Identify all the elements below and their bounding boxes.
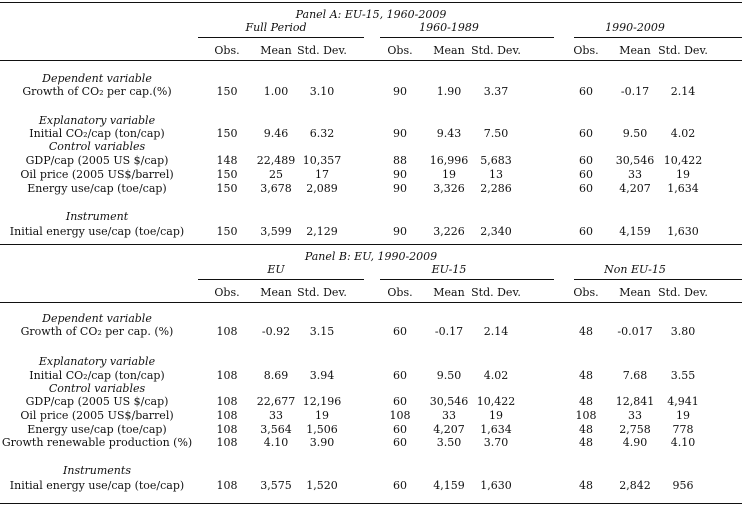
panel-b-cell: 108 [216, 423, 238, 436]
panel-a-cell: 90 [393, 182, 407, 195]
panel-a-cell: 150 [216, 85, 238, 98]
panel-b-cell: 7.68 [622, 369, 648, 382]
panel-b-row-label: GDP/cap (2005 US $/cap) [25, 395, 169, 408]
panel-b-cell: 48 [579, 325, 593, 338]
panel-a-row-label: Growth of CO₂ per cap.(%) [22, 85, 172, 98]
panel-a-cell: 19 [442, 168, 456, 181]
panel-b-section-label: Explanatory variable [38, 355, 156, 368]
panel-a-cell: 1,630 [667, 225, 699, 238]
panel-b-cell: 1,506 [306, 423, 338, 436]
panel-a-cell: 22,489 [256, 154, 296, 167]
panel-b-cell: 12,841 [615, 395, 655, 408]
panel-b-cell: 108 [216, 409, 238, 422]
panel-a-cell: 90 [393, 85, 407, 98]
panel-a-cell: 150 [216, 168, 238, 181]
panel-b-column-header: Obs. [387, 286, 413, 299]
panel-b-cell: 33 [442, 409, 456, 422]
panel-b-row-label: Energy use/cap (toe/cap) [27, 423, 167, 436]
panel-a-section-label: Control variables [48, 140, 146, 153]
panel-b-cell: 9.50 [436, 369, 462, 382]
panel-a-row-label: Oil price (2005 US$/barrel) [20, 168, 174, 181]
panel-a-cell: 1.90 [436, 85, 462, 98]
panel-b-section-label: Instruments [63, 464, 131, 477]
panel-b-column-header: Std. Dev. [471, 286, 521, 299]
panel-a-column-header: Mean [433, 44, 465, 57]
panel-b-column-header: Mean [260, 286, 292, 299]
panel-b-row-label: Oil price (2005 US$/barrel) [20, 409, 174, 422]
panel-a-cell: 7.50 [483, 127, 509, 140]
panel-b-cell: 22,677 [256, 395, 296, 408]
panel-a-cell: 2,129 [306, 225, 338, 238]
panel-a-group-header: Full Period [245, 21, 307, 34]
panel-b-group-header: Non EU-15 [604, 263, 666, 276]
panel-a-cell: 25 [269, 168, 283, 181]
panel-a-cell: 5,683 [480, 154, 512, 167]
panel-b-cell: 10,422 [476, 395, 516, 408]
panel-a-cell: 10,422 [663, 154, 703, 167]
panel-b-cell: 48 [579, 423, 593, 436]
panel-a-cell: 88 [393, 154, 407, 167]
panel-b-cell: 60 [393, 423, 407, 436]
panel-a-group-header: 1960-1989 [419, 21, 479, 34]
panel-b-cell: 3,564 [260, 423, 292, 436]
panel-a-cell: 3.37 [483, 85, 509, 98]
panel-a-group-underline [380, 37, 554, 38]
panel-a-cell: 3,326 [433, 182, 465, 195]
panel-a-cell: 3.10 [309, 85, 335, 98]
panel-b-column-header: Std. Dev. [297, 286, 347, 299]
panel-b-cell: 956 [672, 479, 694, 492]
panel-a-group-underline [198, 37, 364, 38]
panel-b-cell: 8.69 [263, 369, 289, 382]
panel-a-column-header: Std. Dev. [658, 44, 708, 57]
panel-b-column-header: Mean [433, 286, 465, 299]
panel-a-cell: 60 [579, 182, 593, 195]
panel-b-cell: 48 [579, 436, 593, 449]
panel-a-section-label: Instrument [65, 210, 129, 223]
panel-b-cell: 3.80 [670, 325, 696, 338]
panel-a-row-label: Initial CO₂/cap (ton/cap) [29, 127, 165, 140]
panel-a-cell: 60 [579, 127, 593, 140]
panel-a-title: Panel A: EU-15, 1960-2009 [295, 8, 447, 21]
panel-b-cell: 19 [676, 409, 690, 422]
panel-b-cell: 19 [489, 409, 503, 422]
panel-a-cell: 19 [676, 168, 690, 181]
panel-a-cell: 2,340 [480, 225, 512, 238]
panel-a-cell: 60 [579, 154, 593, 167]
panel-a-cell: 9.46 [263, 127, 289, 140]
panel-a-cell: 150 [216, 127, 238, 140]
panel-a-cell: 10,357 [302, 154, 342, 167]
panel-b-cell: 3.70 [483, 436, 509, 449]
panel-a-cell: 6.32 [309, 127, 335, 140]
panel-b-group-underline [380, 279, 554, 280]
panel-a-group-underline [574, 37, 742, 38]
panel-a-row-label: Initial energy use/cap (toe/cap) [9, 225, 185, 238]
panel-b-group-header: EU [267, 263, 285, 276]
panel-a-cell: 90 [393, 127, 407, 140]
panel-a-cell: 2,286 [480, 182, 512, 195]
panel-b-cell: 108 [216, 479, 238, 492]
panel-b-column-header: Mean [619, 286, 651, 299]
panel-a-cell: 3,226 [433, 225, 465, 238]
panel-b-cell: 2,842 [619, 479, 651, 492]
panel-b-cell: 108 [389, 409, 411, 422]
panel-b-cell: 60 [393, 395, 407, 408]
panel-b-cell: 4,207 [433, 423, 465, 436]
panel-b-row-label: Growth of CO₂ per cap. (%) [20, 325, 174, 338]
panel-a-cell: 9.43 [436, 127, 462, 140]
panel-b-cell: 108 [216, 395, 238, 408]
panel-b-cell: 33 [269, 409, 283, 422]
panel-b-column-header: Obs. [573, 286, 599, 299]
panel-a-section-label: Explanatory variable [38, 114, 156, 127]
panel-b-cell: -0.92 [261, 325, 291, 338]
panel-b-cell: 3.50 [436, 436, 462, 449]
panel-a-column-header: Std. Dev. [471, 44, 521, 57]
panel-b-section-label: Control variables [48, 382, 146, 395]
panel-a-row-label: GDP/cap (2005 US $/cap) [25, 154, 169, 167]
panel-a-cell: 150 [216, 182, 238, 195]
panel-b-cell: 3,575 [260, 479, 292, 492]
panel-a-cell: 33 [628, 168, 642, 181]
panel-a-cell: 1.00 [263, 85, 289, 98]
panel-b-cell: 2.14 [483, 325, 509, 338]
panel-a-column-header: Std. Dev. [297, 44, 347, 57]
panel-b-header-rule [0, 302, 742, 303]
panel-b-cell: -0.17 [434, 325, 464, 338]
panel-a-cell: 17 [315, 168, 329, 181]
panel-b-cell: 108 [575, 409, 597, 422]
panel-a-cell: 4,159 [619, 225, 651, 238]
panel-b-row-label: Initial CO₂/cap (ton/cap) [29, 369, 165, 382]
panel-a-cell: 9.50 [622, 127, 648, 140]
panel-a-cell: 3,599 [260, 225, 292, 238]
panel-b-cell: 4,941 [667, 395, 699, 408]
panel-a-column-header: Obs. [573, 44, 599, 57]
panel-b-column-header: Obs. [214, 286, 240, 299]
panel-b-cell: 1,520 [306, 479, 338, 492]
panel-b-group-header: EU-15 [431, 263, 467, 276]
panel-b-cell: 108 [216, 325, 238, 338]
panel-b-cell: 3.94 [309, 369, 335, 382]
panel-b-cell: 108 [216, 436, 238, 449]
panel-b-cell: 1,630 [480, 479, 512, 492]
panel-b-cell: 30,546 [429, 395, 469, 408]
panel-b-cell: 60 [393, 325, 407, 338]
panel-b-cell: 1,634 [480, 423, 512, 436]
panel-b-cell: 4.02 [483, 369, 509, 382]
panel-separator-rule [0, 244, 742, 245]
panel-b-cell: 4.10 [670, 436, 696, 449]
panel-b-cell: 33 [628, 409, 642, 422]
panel-b-cell: 2,758 [619, 423, 651, 436]
panel-b-title: Panel B: EU, 1990-2009 [304, 250, 438, 263]
panel-b-cell: 19 [315, 409, 329, 422]
panel-a-cell: 4.02 [670, 127, 696, 140]
panel-b-section-label: Dependent variable [42, 312, 152, 325]
panel-b-cell: 60 [393, 369, 407, 382]
panel-b-row-label: Growth renewable production (%) [1, 436, 193, 449]
panel-a-section-label: Dependent variable [42, 72, 152, 85]
panel-a-cell: 3,678 [260, 182, 292, 195]
panel-a-cell: 2,089 [306, 182, 338, 195]
panel-b-cell: 4.10 [263, 436, 289, 449]
panel-a-column-header: Mean [260, 44, 292, 57]
panel-a-cell: 60 [579, 225, 593, 238]
panel-a-cell: 90 [393, 225, 407, 238]
panel-b-cell: 12,196 [302, 395, 342, 408]
panel-b-group-underline [198, 279, 364, 280]
panel-a-cell: 1,634 [667, 182, 699, 195]
panel-a-column-header: Obs. [387, 44, 413, 57]
panel-a-column-header: Mean [619, 44, 651, 57]
panel-a-cell: -0.17 [620, 85, 650, 98]
panel-b-cell: 60 [393, 436, 407, 449]
panel-a-column-header: Obs. [214, 44, 240, 57]
panel-a-cell: 4,207 [619, 182, 651, 195]
panel-b-cell: 3.15 [309, 325, 335, 338]
panel-a-cell: 60 [579, 168, 593, 181]
panel-b-cell: 48 [579, 369, 593, 382]
panel-b-cell: 48 [579, 395, 593, 408]
panel-b-cell: 48 [579, 479, 593, 492]
panel-b-cell: 3.55 [670, 369, 696, 382]
panel-b-cell: 4.90 [622, 436, 648, 449]
panel-a-cell: 150 [216, 225, 238, 238]
panel-b-cell: 4,159 [433, 479, 465, 492]
panel-a-cell: 60 [579, 85, 593, 98]
panel-b-column-header: Std. Dev. [658, 286, 708, 299]
panel-a-cell: 30,546 [615, 154, 655, 167]
panel-a-cell: 2.14 [670, 85, 696, 98]
panel-a-cell: 148 [216, 154, 238, 167]
panel-b-cell: -0.017 [617, 325, 653, 338]
bottom-rule [0, 503, 742, 504]
panel-a-group-header: 1990-2009 [605, 21, 665, 34]
panel-b-cell: 60 [393, 479, 407, 492]
panel-b-row-label: Initial energy use/cap (toe/cap) [9, 479, 185, 492]
panel-b-group-underline [574, 279, 742, 280]
top-rule [0, 2, 742, 3]
panel-a-cell: 13 [489, 168, 503, 181]
panel-b-cell: 108 [216, 369, 238, 382]
panel-a-cell: 16,996 [429, 154, 469, 167]
panel-b-cell: 3.90 [309, 436, 335, 449]
panel-b-cell: 778 [672, 423, 694, 436]
panel-a-header-rule [0, 60, 742, 61]
panel-a-row-label: Energy use/cap (toe/cap) [27, 182, 167, 195]
panel-a-cell: 90 [393, 168, 407, 181]
